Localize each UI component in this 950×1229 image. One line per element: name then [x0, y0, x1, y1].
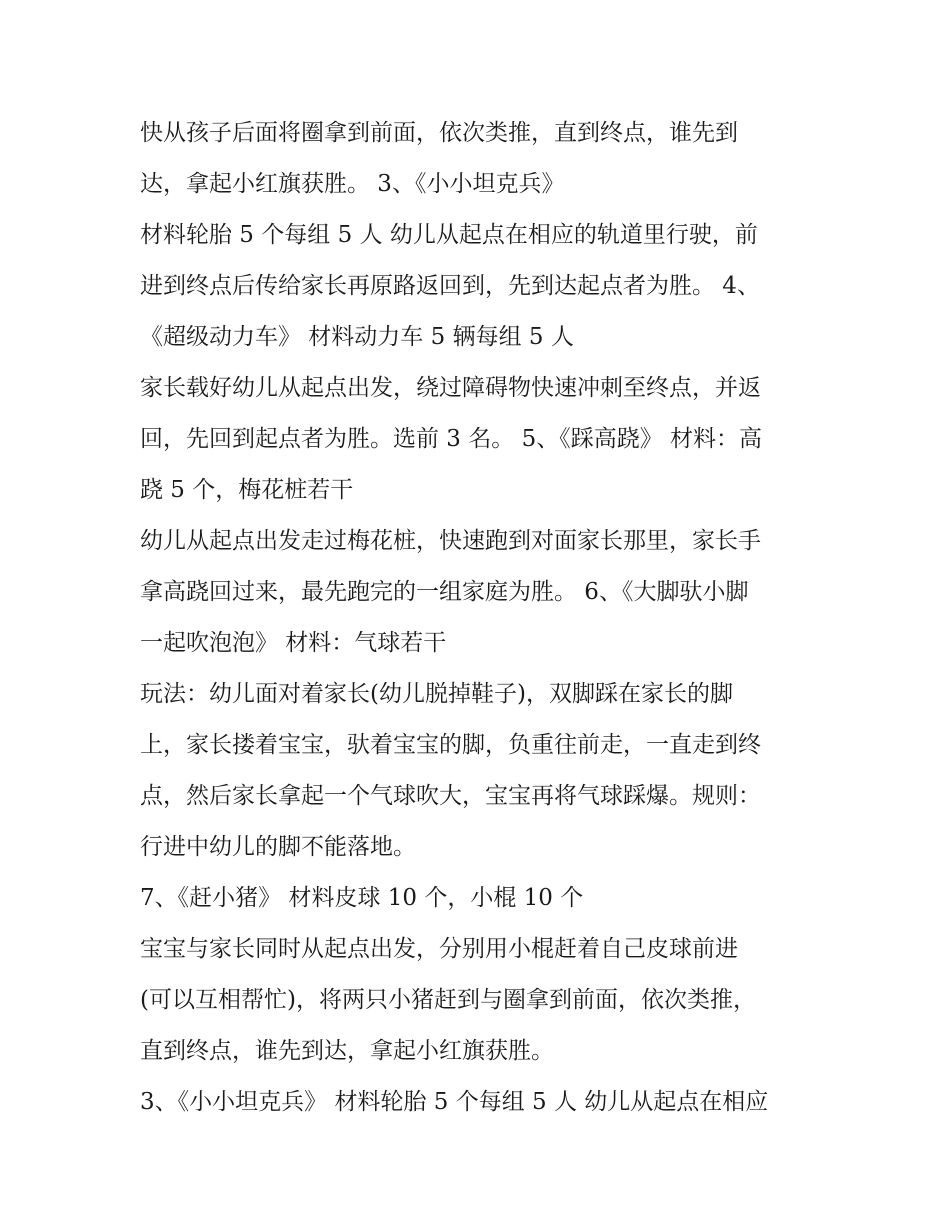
- text-line: 7、《赶小猪》 材料皮球 10 个，小棍 10 个: [140, 885, 584, 911]
- text-line: 玩法：幼儿面对着家长(幼儿脱掉鞋子)，双脚踩在家长的脚: [140, 681, 733, 707]
- text-line: (可以互相帮忙)，将两只小猪赶到与圈拿到前面，依次类推，: [140, 987, 756, 1013]
- text-line: 行进中幼儿的脚不能落地。: [140, 834, 416, 860]
- text-line: 3、《小小坦克兵》 材料轮胎 5 个每组 5 人 幼儿从起点在相应: [140, 1089, 769, 1115]
- text-line: 宝宝与家长同时从起点出发，分别用小棍赶着自己皮球前进: [140, 936, 738, 962]
- text-line: 进到终点后传给家长再原路返回到，先到达起点者为胜。 4、: [140, 273, 760, 299]
- text-line: 回，先回到起点者为胜。选前 3 名。 5、《踩高跷》 材料：高: [140, 426, 763, 452]
- text-line: 达，拿起小红旗获胜。 3、《小小坦克兵》: [140, 171, 565, 197]
- text-line: 上，家长搂着宝宝，驮着宝宝的脚，负重往前走，一直走到终: [140, 732, 761, 758]
- document-body: [140, 108, 820, 1128]
- text-line: 材料轮胎 5 个每组 5 人 幼儿从起点在相应的轨道里行驶，前: [140, 222, 758, 248]
- text-line: 《超级动力车》 材料动力车 5 辆每组 5 人: [140, 324, 574, 350]
- text-line: 拿高跷回过来，最先跑完的一组家庭为胜。 6、《大脚驮小脚: [140, 579, 749, 605]
- text-line: 快从孩子后面将圈拿到前面，依次类推，直到终点，谁先到: [140, 120, 738, 146]
- text-line: 幼儿从起点出发走过梅花桩，快速跑到对面家长那里，家长手: [140, 528, 761, 554]
- text-line: 一起吹泡泡》 材料：气球若干: [140, 630, 447, 656]
- text-line: 点，然后家长拿起一个气球吹大，宝宝再将气球踩爆。规则：: [140, 783, 761, 809]
- text-line: 跷 5 个，梅花桩若干: [140, 477, 354, 503]
- text-line: 直到终点，谁先到达，拿起小红旗获胜。: [140, 1038, 554, 1064]
- text-line: 家长载好幼儿从起点出发，绕过障碍物快速冲刺至终点，并返: [140, 375, 761, 401]
